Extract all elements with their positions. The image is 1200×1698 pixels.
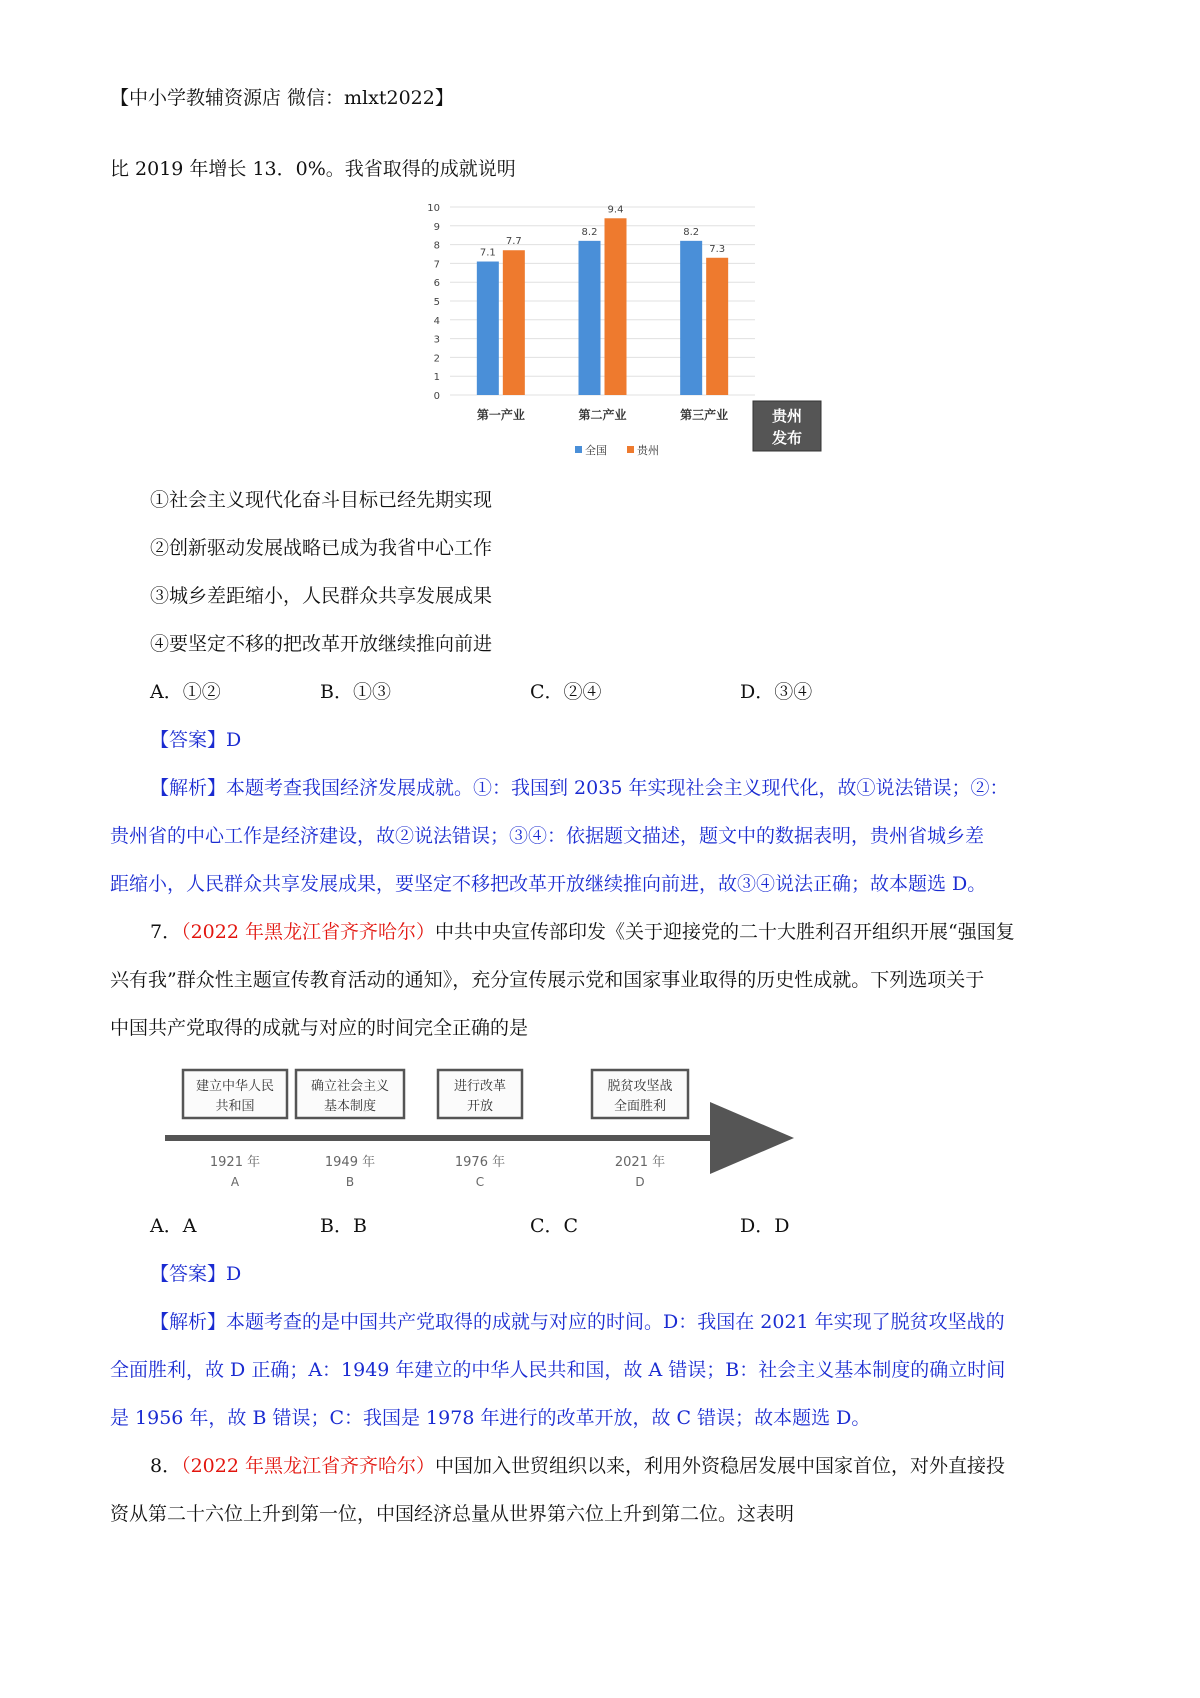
- x-tick-label: 第三产业: [680, 408, 729, 422]
- timeline-letter: B: [345, 1175, 355, 1189]
- legend-label: 贵州: [637, 444, 659, 457]
- q6-answer-value: D: [226, 729, 242, 751]
- timeline-event-C: [438, 1070, 522, 1189]
- q6-analysis-line-2: 贵州省的中心工作是经济建设，故②说法错误；③④：依据题文描述，题文中的数据表明，贵州省城乡差: [110, 825, 985, 847]
- timeline-event-line-1: 建立中华人民: [195, 1079, 275, 1094]
- q7-analysis-line-1: [150, 1308, 1005, 1336]
- y-tick-label: 8: [433, 240, 440, 252]
- q6-answer-label: 【答案】: [150, 729, 227, 751]
- q7-answer-label: 【答案】: [150, 1263, 227, 1285]
- bar-value-label: 7.3: [709, 243, 726, 255]
- q6-option-d[interactable]: D．③④: [740, 681, 813, 703]
- y-tick-label: 9: [433, 221, 440, 233]
- legend-label: 全国: [585, 444, 607, 457]
- q6-statement-2: ②创新驱动发展战略已成为我省中心工作: [150, 537, 493, 559]
- q6-option-c[interactable]: C．②④: [530, 681, 602, 703]
- q6-statement-3: ③城乡差距缩小，人民群众共享发展成果: [150, 585, 493, 607]
- bar-value-label: 7.1: [479, 247, 496, 259]
- q6-analysis-text-1: 本题考查我国经济发展成就。①：我国到 2035 年实现社会主义现代化，故①说法错误；②：: [226, 777, 1009, 799]
- y-tick-label: 3: [433, 334, 440, 346]
- q6-analysis-line-1: [150, 774, 1008, 802]
- y-tick-label: 7: [433, 259, 440, 271]
- timeline-event-line-2: 共和国: [215, 1099, 255, 1114]
- watermark-line-2: 发布: [771, 429, 803, 447]
- timeline-event-line-2: 基本制度: [323, 1099, 377, 1114]
- q8-stem-text-1: 中国加入世贸组织以来，利用外资稳居发展中国家首位，对外直接投: [435, 1455, 1006, 1477]
- bar-贵州-第三产业: [706, 258, 728, 395]
- bar-value-label: 7.7: [505, 236, 522, 248]
- y-tick-label: 4: [433, 315, 440, 327]
- q8-source: （2022 年黑龙江省齐齐哈尔）: [181, 1455, 435, 1477]
- q7-analysis-text-1: 本题考查的是中国共产党取得的成就与对应的时间。D：我国在 2021 年实现了脱贫攻坚战的: [226, 1311, 1005, 1333]
- q7-number: 7．: [150, 921, 182, 943]
- q7-answer: [150, 1260, 241, 1288]
- x-tick-label: 第二产业: [578, 408, 627, 422]
- bar-全国-第一产业: [477, 262, 499, 395]
- timeline-event-line-2: 全面胜利: [613, 1099, 667, 1114]
- bar-全国-第三产业: [680, 241, 702, 395]
- q7-analysis-label: 【解析】: [150, 1311, 227, 1333]
- bar-chart: [425, 195, 825, 475]
- timeline-event-line-1: 确立社会主义: [310, 1079, 390, 1094]
- y-tick-label: 1: [433, 372, 440, 384]
- bar-贵州-第二产业: [605, 218, 627, 395]
- q7-option-b[interactable]: B．B: [320, 1215, 367, 1237]
- bar-value-label: 9.4: [607, 204, 624, 216]
- q7-stem-line-3: 中国共产党取得的成就与对应的时间完全正确的是: [110, 1017, 529, 1039]
- q6-option-b[interactable]: B．①③: [320, 681, 391, 703]
- bar-value-label: 8.2: [683, 226, 700, 238]
- legend-swatch: [575, 446, 582, 453]
- timeline-year: 1921 年: [209, 1155, 261, 1170]
- timeline-event-A: [183, 1070, 287, 1189]
- q6-answer: [150, 726, 241, 754]
- bar-全国-第二产业: [579, 241, 601, 395]
- q7-stem-line-2: 兴有我”群众性主题宣传教育活动的通知》，充分宣传展示党和国家事业取得的历史性成就。下列选项关于: [110, 969, 985, 991]
- timeline-event-line-2: 开放: [466, 1099, 494, 1114]
- q8-stem-line-1: [150, 1452, 1005, 1480]
- y-tick-label: 0: [433, 391, 440, 402]
- timeline-year: 1949 年: [324, 1155, 376, 1170]
- q7-analysis-line-3: 是 1956 年，故 B 错误；C：我国是 1978 年进行的改革开放，故 C 错误；故本题选 D。: [110, 1407, 871, 1429]
- q7-option-c[interactable]: C．C: [530, 1215, 579, 1237]
- q7-stem-line-1: [150, 918, 1015, 946]
- timeline-event-line-1: 脱贫攻坚战: [607, 1079, 673, 1094]
- bar-value-label: 8.2: [581, 226, 598, 238]
- q8-stem-line-2: 资从第二十六位上升到第一位，中国经济总量从世界第六位上升到第二位。这表明: [110, 1503, 795, 1525]
- watermark-line-1: 贵州: [771, 407, 803, 425]
- y-tick-label: 6: [433, 278, 440, 290]
- timeline-event-B: [296, 1070, 404, 1189]
- bar-贵州-第一产业: [503, 250, 525, 395]
- q7-option-a[interactable]: A．A: [150, 1215, 197, 1237]
- q6-analysis-label: 【解析】: [150, 777, 227, 799]
- q6-statement-4: ④要坚定不移的把改革开放继续推向前进: [150, 633, 493, 655]
- watermark-box: [753, 401, 821, 451]
- timeline-year: 1976 年: [454, 1155, 506, 1170]
- timeline-event-D: [592, 1070, 688, 1189]
- q7-analysis-line-2: 全面胜利，故 D 正确；A：1949 年建立的中华人民共和国，故 A 错误；B：社会主义基本制度的确立时间: [110, 1359, 1006, 1381]
- q8-number: 8．: [150, 1455, 182, 1477]
- header-note: 【中小学教辅资源店 微信：mlxt2022】: [110, 87, 454, 109]
- q6-statement-1: ①社会主义现代化奋斗目标已经先期实现: [150, 489, 493, 511]
- q6-option-a[interactable]: A．①②: [150, 681, 221, 703]
- q7-option-d[interactable]: D．D: [740, 1215, 790, 1237]
- y-tick-label: 10: [427, 203, 440, 214]
- y-tick-label: 5: [433, 297, 440, 308]
- q6-stem-tail: 比 2019 年增长 13．0%。我省取得的成就说明: [110, 158, 516, 180]
- legend-swatch: [627, 446, 634, 453]
- q7-stem-text-1: 中共中央宣传部印发《关于迎接党的二十大胜利召开组织开展“强国复: [435, 921, 1015, 943]
- chart-x-ticks: [477, 407, 728, 422]
- timeline-diagram: [160, 1066, 800, 1196]
- y-tick-label: 2: [433, 353, 440, 365]
- q7-answer-value: D: [226, 1263, 242, 1285]
- timeline-year: 2021 年: [614, 1155, 666, 1170]
- q6-analysis-line-3: 距缩小，人民群众共享发展成果，要坚定不移把改革开放继续推向前进，故③④说法正确；故本题选 D。: [110, 873, 987, 895]
- timeline-letter: C: [475, 1175, 485, 1189]
- q7-source: （2022 年黑龙江省齐齐哈尔）: [181, 921, 435, 943]
- timeline-event-line-1: 进行改革: [453, 1079, 507, 1094]
- timeline-letter: A: [230, 1175, 240, 1189]
- x-tick-label: 第一产业: [476, 408, 525, 422]
- timeline-letter: D: [635, 1175, 645, 1189]
